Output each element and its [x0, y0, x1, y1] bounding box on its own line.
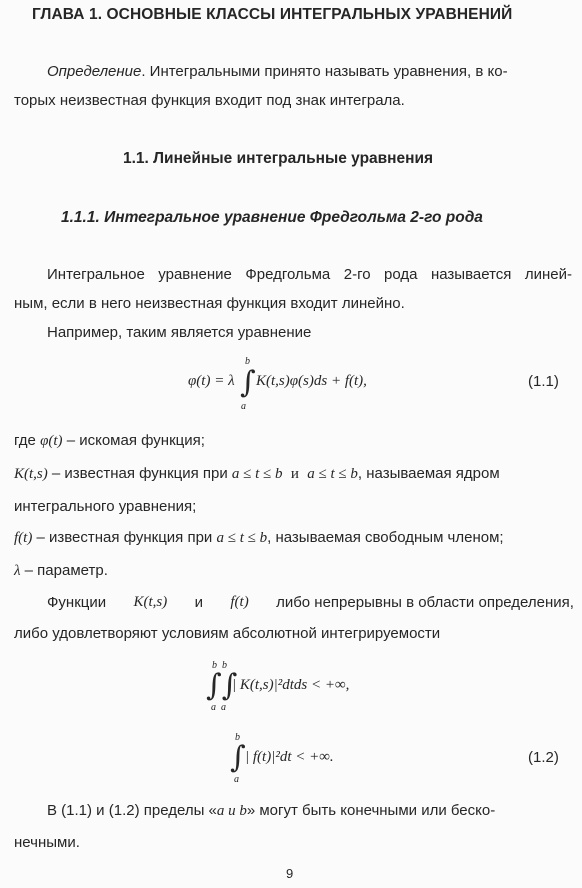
eq2a-integrand: | K(t,s)|²dtds < +∞, — [232, 677, 350, 693]
where-phi-line: где φ(t) – искомая функция; — [14, 432, 205, 449]
where-k-line-2: интегрального уравнения; — [14, 498, 197, 515]
definition-term: Определение — [47, 63, 142, 80]
eq1-upper-limit: b — [245, 356, 250, 367]
eq2b-number: (1.2) — [528, 749, 559, 766]
double-integral-sign: ∫∫ — [206, 668, 238, 703]
section-title: 1.1. Линейные интегральные уравнения — [123, 150, 434, 167]
subsection-title: 1.1.1. Интегральное уравнение Фредгольма 2-го рода — [61, 209, 483, 226]
definition-line-1: Определение. Интегральными принято называть уравнения, в ко- — [47, 63, 508, 80]
where-lambda-line: λ – параметр. — [14, 562, 108, 579]
f-symbol: f(t) — [14, 530, 33, 546]
example-line: Например, таким является уравнение — [47, 324, 312, 341]
paragraph-2-line-1: Функции K(t,s) и f(t) либо непрерывны в области определения, — [47, 594, 574, 611]
eq1-integrand: K(t,s)φ(s)ds + f(t), — [256, 373, 367, 389]
paragraph-3-line-1: В (1.1) и (1.2) пределы «a и b» могут быть конечными или беско- — [47, 802, 496, 819]
k-symbol: K(t,s) — [14, 466, 48, 482]
eq1-lower-limit: a — [241, 401, 246, 412]
integral-sign: ∫ — [240, 365, 256, 400]
eq2b-integrand: | f(t)|²dt < +∞. — [245, 749, 334, 765]
integral-sign-2: ∫ — [230, 740, 246, 775]
paragraph-2-line-2: либо удовлетворяют условиям абсолютной интегрируемости — [14, 625, 441, 642]
phi-symbol: φ(t) — [40, 433, 63, 449]
eq1-lhs: φ(t) = λ — [188, 373, 235, 389]
chapter-title: ГЛАВА 1. ОСНОВНЫЕ КЛАССЫ ИНТЕГРАЛЬНЫХ УРАВНЕНИЙ — [32, 6, 513, 23]
page-number: 9 — [286, 866, 294, 881]
where-f-line: f(t) – известная функция при a ≤ t ≤ b, называемая свободным членом; — [14, 529, 504, 546]
paragraph-1-line-2: ным, если в него неизвестная функция входит линейно. — [14, 295, 405, 312]
paragraph-3-line-2: нечными. — [14, 834, 80, 851]
lambda-symbol: λ — [14, 563, 21, 579]
where-k-line-1: K(t,s) – известная функция при a ≤ t ≤ b и a ≤ t ≤ b, называемая ядром — [14, 465, 500, 482]
definition-line-2: торых неизвестная функция входит под знак интеграла. — [14, 92, 405, 109]
eq1-number: (1.1) — [528, 373, 559, 390]
paragraph-1-line-1: Интегральное уравнение Фредгольма 2-го рода называется линей- — [47, 266, 572, 283]
